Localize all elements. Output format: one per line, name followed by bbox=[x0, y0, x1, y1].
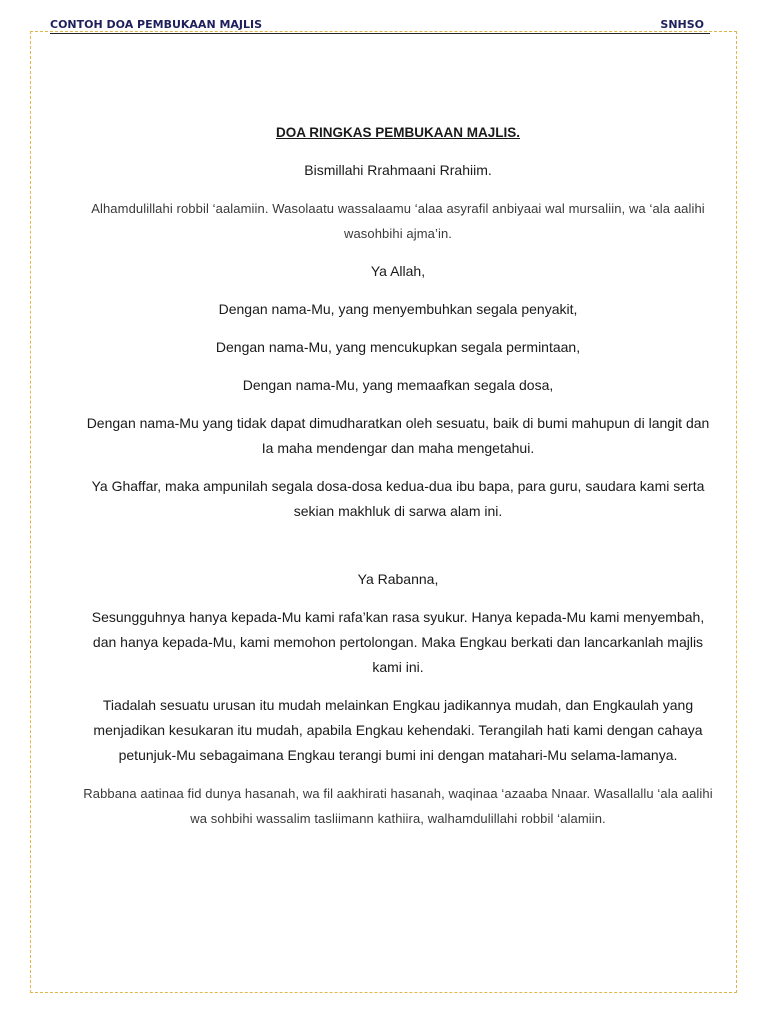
paragraph-line-3: Dengan nama-Mu, yang memaafkan segala dosa, bbox=[242, 377, 554, 393]
header-document-title: CONTOH DOA PEMBUKAAN MAJLIS bbox=[50, 18, 263, 31]
paragraph-urusan: Tiadalah sesuatu urusan itu mudah melainkan Engkau jadikannya mudah, dan Engkaulah yang menjadikan kesukaran itu mudah, apabila Engkau kehendaki. Terangilah hati kami dengan cahaya petunjuk-Mu sebagaimana Engkau terangi bumi ini dengan matahari-Mu selama-lamanya. bbox=[93, 697, 703, 763]
paragraph-closing: Rabbana aatinaa fid dunya hasanah, wa fil aakhirati hasanah, waqinaa ‘azaaba Nnaar. Wasallallu ‘ala aalihi wa sohbihi wassalim tasliimann kathiira, walhamdulillahi robbil ‘alamiin. bbox=[83, 786, 713, 826]
paragraph-ya-rabanna: Ya Rabanna, bbox=[357, 571, 439, 587]
paragraph-line-2: Dengan nama-Mu, yang mencukupkan segala permintaan, bbox=[215, 339, 581, 355]
paragraph-line-1: Dengan nama-Mu, yang menyembuhkan segala penyakit, bbox=[218, 301, 578, 317]
paragraph-syukur: Sesungguhnya hanya kepada-Mu kami rafa’kan rasa syukur. Hanya kepada-Mu kami menyembah, dan hanya kepada-Mu, kami memohon pertolongan. Maka Engkau berkati dan lancarkanlah majlis kami ini. bbox=[91, 609, 705, 675]
document-body bbox=[80, 120, 716, 831]
document-title: DOA RINGKAS PEMBUKAAN MAJLIS. bbox=[275, 125, 520, 140]
paragraph-ya-allah: Ya Allah, bbox=[370, 263, 426, 279]
header-author-code: SNHSO bbox=[660, 18, 704, 31]
paragraph-ya-ghaffar: Ya Ghaffar, maka ampunilah segala dosa-dosa kedua-dua ibu bapa, para guru, saudara kami serta sekian makhluk di sarwa alam ini. bbox=[91, 478, 705, 519]
paragraph-line-4: Dengan nama-Mu yang tidak dapat dimudharatkan oleh sesuatu, baik di bumi mahupun di langit dan Ia maha mendengar dan maha mengetahui. bbox=[86, 415, 710, 456]
paragraph-hamdalah: Alhamdulillahi robbil ‘aalamiin. Wasolaatu wassalaamu ‘alaa asyrafil anbiyaai wal mursaliin, wa ‘ala aalihi wasohbihi ajma’in. bbox=[91, 201, 705, 241]
opening-basmalah: Bismillahi Rrahmaani Rrahiim. bbox=[304, 162, 492, 178]
